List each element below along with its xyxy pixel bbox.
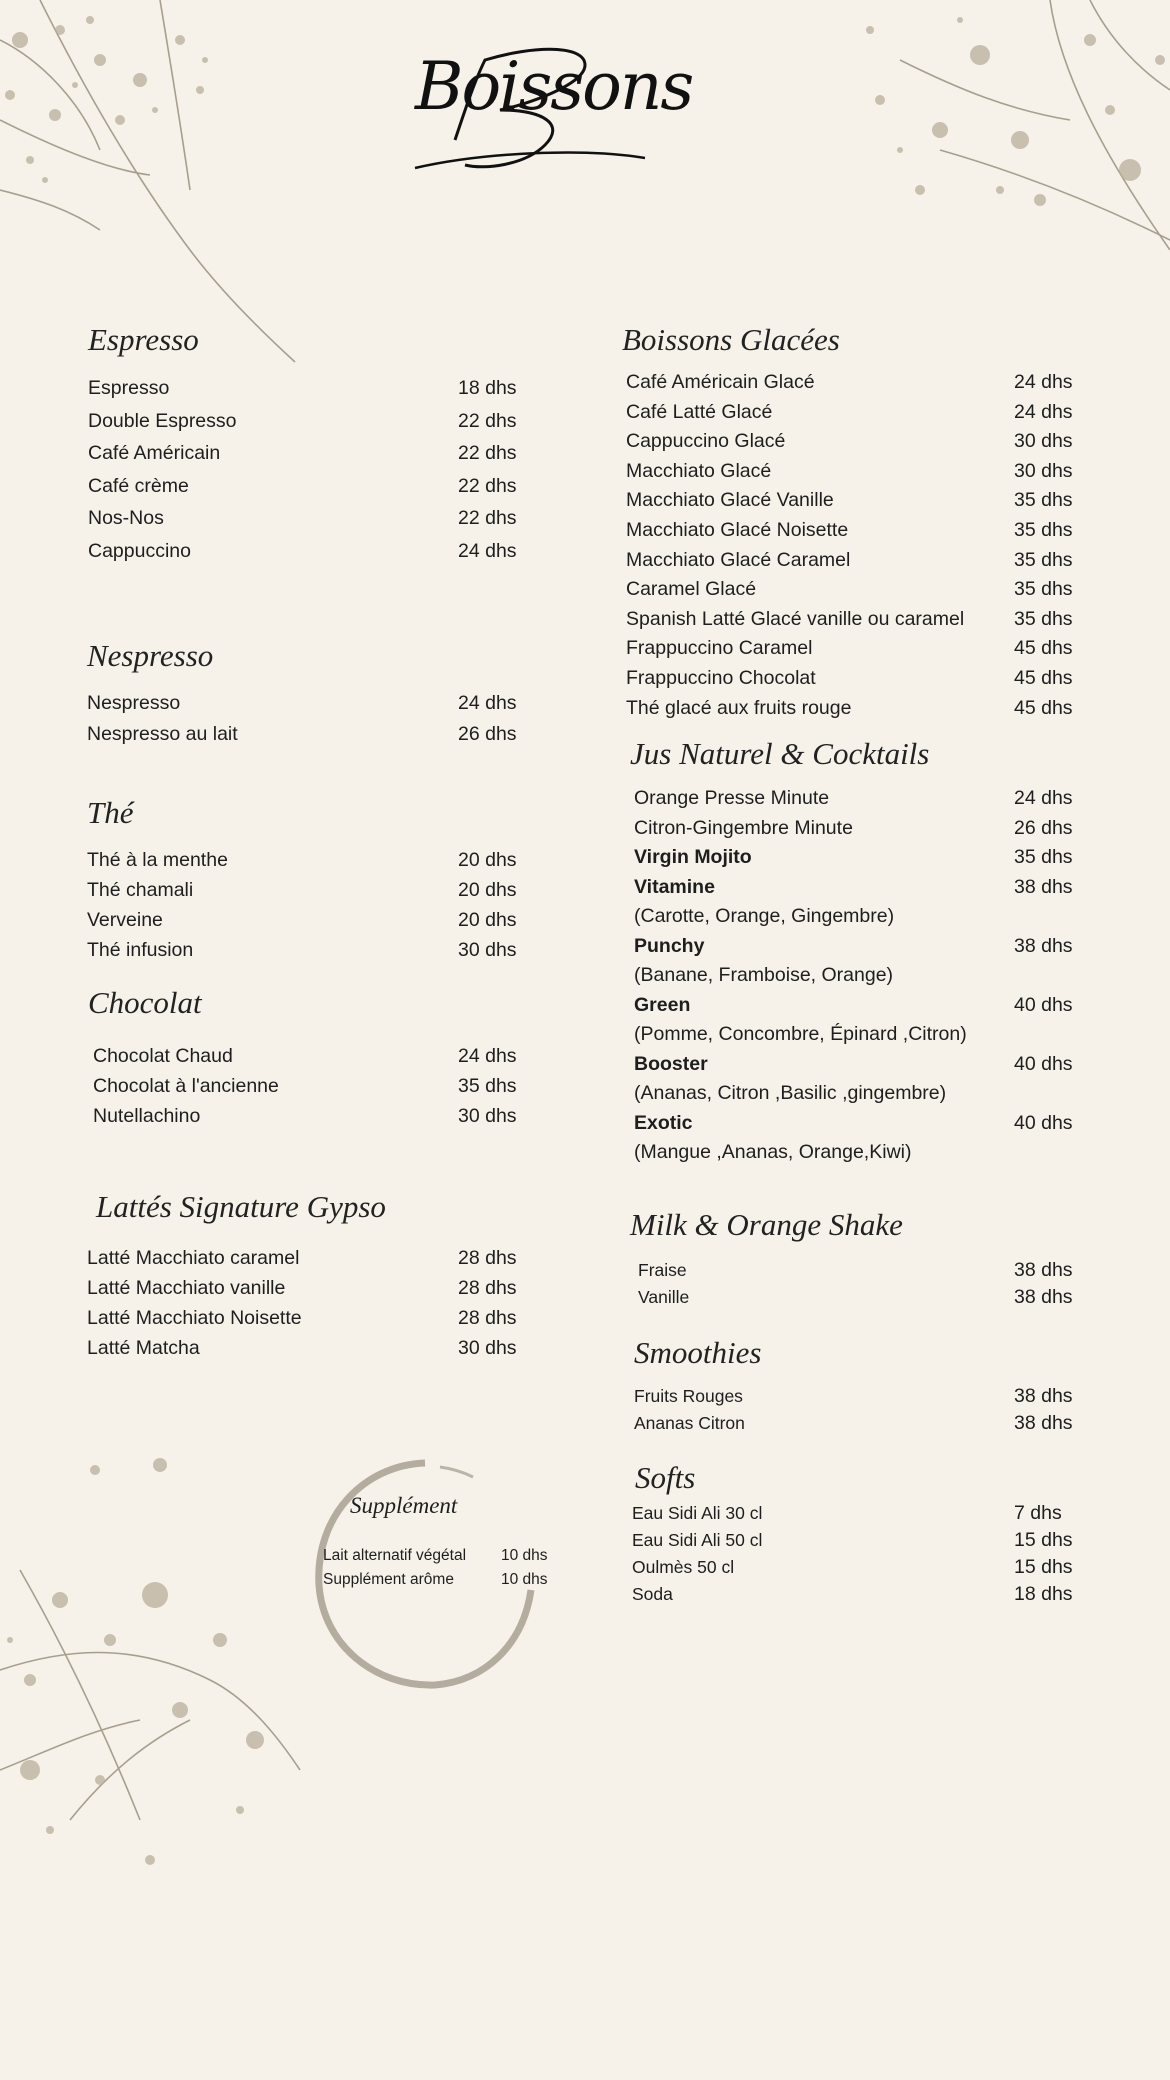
menu-item [634, 991, 1084, 1021]
item-description: (Carotte, Orange, Gingembre) [634, 905, 895, 927]
item-price: 35 dhs [1014, 607, 1073, 630]
item-name: Fraise [638, 1260, 687, 1280]
item-price: 35 dhs [1014, 578, 1073, 601]
item-name: Nos-Nos [88, 507, 164, 529]
section-boissons-glacees [622, 322, 1084, 723]
menu-item [634, 1383, 1084, 1410]
item-price: 45 dhs [1014, 637, 1073, 660]
menu-item [634, 873, 1084, 903]
item-name: Eau Sidi Ali 30 cl [632, 1503, 763, 1523]
item-price: 28 dhs [458, 1277, 517, 1299]
item-description: (Pomme, Concombre, Épinard ,Citron) [634, 1023, 967, 1045]
item-price: 20 dhs [458, 849, 517, 871]
menu-item [626, 634, 1084, 664]
item-list [622, 368, 1084, 723]
section-heading: Lattés Signature Gypso [96, 1189, 386, 1224]
section-chocolat [88, 985, 528, 1131]
item-list [634, 1383, 1084, 1437]
menu-item [626, 516, 1084, 546]
item-name: Café crème [88, 474, 189, 497]
item-price: 24 dhs [1014, 371, 1073, 393]
item-name: Cappuccino [88, 539, 191, 562]
item-price: 45 dhs [1014, 696, 1073, 719]
item-price: 30 dhs [1014, 459, 1073, 482]
page-title-visible: Boissons [415, 48, 693, 125]
item-list [87, 1243, 528, 1363]
menu-item [87, 905, 528, 935]
supplement-item-price: 10 dhs [501, 1547, 548, 1564]
menu-item [88, 502, 528, 535]
item-name: Frappuccino Caramel [626, 637, 813, 660]
item-name: Frappuccino Chocolat [626, 666, 816, 689]
menu-item [632, 1500, 1084, 1527]
item-name: Nespresso [87, 692, 181, 714]
menu-item [88, 437, 528, 470]
item-price: 38 dhs [1014, 875, 1073, 898]
item-description: (Mangue ,Ananas, Orange,Kiwi) [634, 1141, 912, 1163]
section-softs [632, 1460, 1084, 1608]
section-heading: Milk & Orange Shake [630, 1207, 903, 1242]
item-name: Latté Macchiato vanille [87, 1277, 286, 1299]
menu-item [93, 1071, 528, 1101]
item-price: 22 dhs [458, 409, 517, 432]
item-name: Soda [632, 1584, 673, 1604]
item-name: Exotic [634, 1111, 693, 1134]
item-name: Virgin Mojito [634, 846, 752, 868]
section-nespresso [87, 638, 528, 750]
menu-item [87, 1303, 528, 1333]
item-name: Green [634, 993, 691, 1016]
item-price: 7 dhs [1014, 1502, 1062, 1524]
item-price: 45 dhs [1014, 666, 1073, 689]
item-price: 28 dhs [458, 1247, 517, 1269]
section-heading: Espresso [88, 322, 199, 357]
supplement-heading: Supplément [350, 1493, 458, 1518]
menu-item [626, 398, 1084, 428]
floral-decoration-icon [840, 0, 1170, 270]
item-price: 30 dhs [458, 939, 517, 961]
section-jus-cocktails [630, 736, 1084, 1168]
item-name: Chocolat Chaud [93, 1045, 233, 1067]
menu-item [634, 1109, 1084, 1139]
item-price: 26 dhs [458, 723, 517, 745]
item-name: Macchiato Glacé [626, 459, 772, 482]
menu-item [88, 535, 528, 568]
menu-item [87, 845, 528, 875]
menu-item [638, 1257, 1084, 1284]
item-name: Nespresso au lait [87, 723, 238, 745]
item-price: 26 dhs [1014, 816, 1073, 839]
item-price: 35 dhs [1014, 518, 1073, 541]
item-name: Café Américain Glacé [626, 371, 815, 393]
section-heading: Softs [635, 1460, 696, 1495]
item-name: Espresso [88, 377, 170, 399]
menu-item [632, 1554, 1084, 1581]
menu-item [88, 405, 528, 438]
item-price: 38 dhs [1014, 1286, 1073, 1308]
menu-item [634, 814, 1084, 844]
item-name: Orange Presse Minute [634, 787, 830, 809]
item-name: Thé infusion [87, 939, 194, 961]
item-name: Ananas Citron [634, 1413, 745, 1433]
supplement-item-price: 10 dhs [501, 1571, 548, 1588]
item-name: Booster [634, 1052, 708, 1075]
menu-item [634, 784, 1084, 814]
item-name: Macchiato Glacé Noisette [626, 518, 849, 541]
item-name: Latté Macchiato caramel [87, 1247, 300, 1269]
item-price: 28 dhs [458, 1307, 517, 1329]
menu-item [626, 457, 1084, 487]
section-milk-shake [630, 1207, 1084, 1311]
menu-item [634, 932, 1084, 962]
item-price: 18 dhs [458, 377, 517, 399]
menu-item [87, 875, 528, 905]
menu-item [634, 1410, 1084, 1437]
item-price: 30 dhs [458, 1105, 517, 1127]
item-price: 35 dhs [458, 1075, 517, 1097]
item-list [632, 1500, 1084, 1608]
item-price: 38 dhs [1014, 1385, 1073, 1407]
section-heading: Chocolat [88, 985, 202, 1020]
menu-item [87, 1243, 528, 1273]
item-price: 22 dhs [458, 442, 517, 464]
item-list [88, 1041, 528, 1131]
item-list [630, 784, 1084, 1168]
menu-item [626, 694, 1084, 724]
menu-item [626, 575, 1084, 605]
menu-item [93, 1041, 528, 1071]
item-price: 22 dhs [458, 474, 517, 497]
item-name: Cappuccino Glacé [626, 430, 786, 453]
item-price: 22 dhs [458, 507, 517, 529]
menu-item [88, 372, 528, 405]
item-price: 35 dhs [1014, 489, 1073, 512]
menu-item [626, 486, 1084, 516]
item-price: 15 dhs [1014, 1556, 1073, 1578]
item-name: Macchiato Glacé Caramel [626, 548, 851, 571]
item-name: Thé chamali [87, 879, 194, 901]
section-heading: Jus Naturel & Cocktails [630, 736, 930, 771]
item-price: 24 dhs [458, 692, 517, 714]
item-price: 40 dhs [1014, 993, 1073, 1016]
menu-item [93, 1101, 528, 1131]
item-price: 15 dhs [1014, 1529, 1073, 1551]
section-lattes [87, 1189, 528, 1363]
item-list [87, 688, 528, 750]
menu-item [626, 368, 1084, 398]
menu-item [638, 1284, 1084, 1311]
item-price: 20 dhs [458, 879, 517, 901]
item-list [88, 372, 528, 567]
item-name: Latté Macchiato Noisette [87, 1307, 302, 1329]
menu-item [87, 688, 528, 719]
item-name: Vitamine [634, 875, 715, 898]
item-name: Punchy [634, 934, 705, 957]
item-name: Café Américain [88, 442, 221, 464]
item-name: Oulmès 50 cl [632, 1557, 735, 1577]
item-price: 35 dhs [1014, 846, 1073, 868]
item-description: (Ananas, Citron ,Basilic ,gingembre) [634, 1082, 947, 1104]
item-price: 30 dhs [1014, 430, 1073, 453]
section-espresso [88, 322, 528, 567]
item-price: 24 dhs [458, 1045, 517, 1067]
menu-item [87, 1273, 528, 1303]
item-name: Citron-Gingembre Minute [634, 816, 853, 839]
item-list [87, 845, 528, 965]
menu-item [87, 719, 528, 750]
menu-item [634, 843, 1084, 873]
item-price: 40 dhs [1014, 1111, 1073, 1134]
item-name: Thé glacé aux fruits rouge [626, 696, 852, 719]
item-name: Fruits Rouges [634, 1386, 743, 1406]
section-heading: Thé [87, 795, 134, 830]
item-name: Double Espresso [88, 409, 237, 432]
supplement-item-name: Supplément arôme [323, 1571, 454, 1588]
menu-item [87, 935, 528, 965]
item-price: 24 dhs [1014, 787, 1073, 809]
item-list [630, 1257, 1084, 1311]
item-price: 38 dhs [1014, 1412, 1073, 1434]
item-name: Nutellachino [93, 1105, 201, 1127]
menu-item [626, 546, 1084, 576]
item-price: 24 dhs [458, 539, 517, 562]
item-name: Chocolat à l'ancienne [93, 1075, 279, 1097]
item-price: 24 dhs [1014, 400, 1073, 423]
item-price: 18 dhs [1014, 1583, 1073, 1605]
item-price: 40 dhs [1014, 1052, 1073, 1075]
section-heading: Nespresso [87, 638, 214, 673]
section-the [87, 795, 528, 965]
supplement-item-name: Lait alternatif végétal [323, 1547, 467, 1564]
section-heading: Smoothies [634, 1335, 762, 1370]
menu-item [88, 470, 528, 503]
menu-item [634, 1050, 1084, 1080]
item-price: 20 dhs [458, 909, 517, 931]
item-name: Caramel Glacé [626, 578, 757, 601]
item-name: Macchiato Glacé Vanille [626, 489, 834, 512]
item-price: 35 dhs [1014, 548, 1073, 571]
item-name: Spanish Latté Glacé vanille ou caramel [626, 607, 965, 630]
item-name: Vanille [638, 1287, 690, 1307]
item-name: Thé à la menthe [87, 849, 228, 871]
floral-decoration-icon [0, 1440, 340, 1900]
section-smoothies [634, 1335, 1084, 1437]
item-price: 38 dhs [1014, 934, 1073, 957]
menu-item [632, 1527, 1084, 1554]
item-name: Latté Matcha [87, 1337, 200, 1359]
item-name: Verveine [87, 909, 163, 931]
menu-item [626, 427, 1084, 457]
section-heading: Boissons Glacées [622, 322, 840, 357]
item-description: (Banane, Framboise, Orange) [634, 964, 894, 986]
item-name: Café Latté Glacé [626, 400, 773, 423]
item-price: 30 dhs [458, 1337, 517, 1359]
item-name: Eau Sidi Ali 50 cl [632, 1530, 763, 1550]
menu-item [632, 1581, 1084, 1608]
menu-item [87, 1333, 528, 1363]
menu-item [626, 664, 1084, 694]
item-price: 38 dhs [1014, 1259, 1073, 1281]
menu-item [626, 605, 1084, 635]
